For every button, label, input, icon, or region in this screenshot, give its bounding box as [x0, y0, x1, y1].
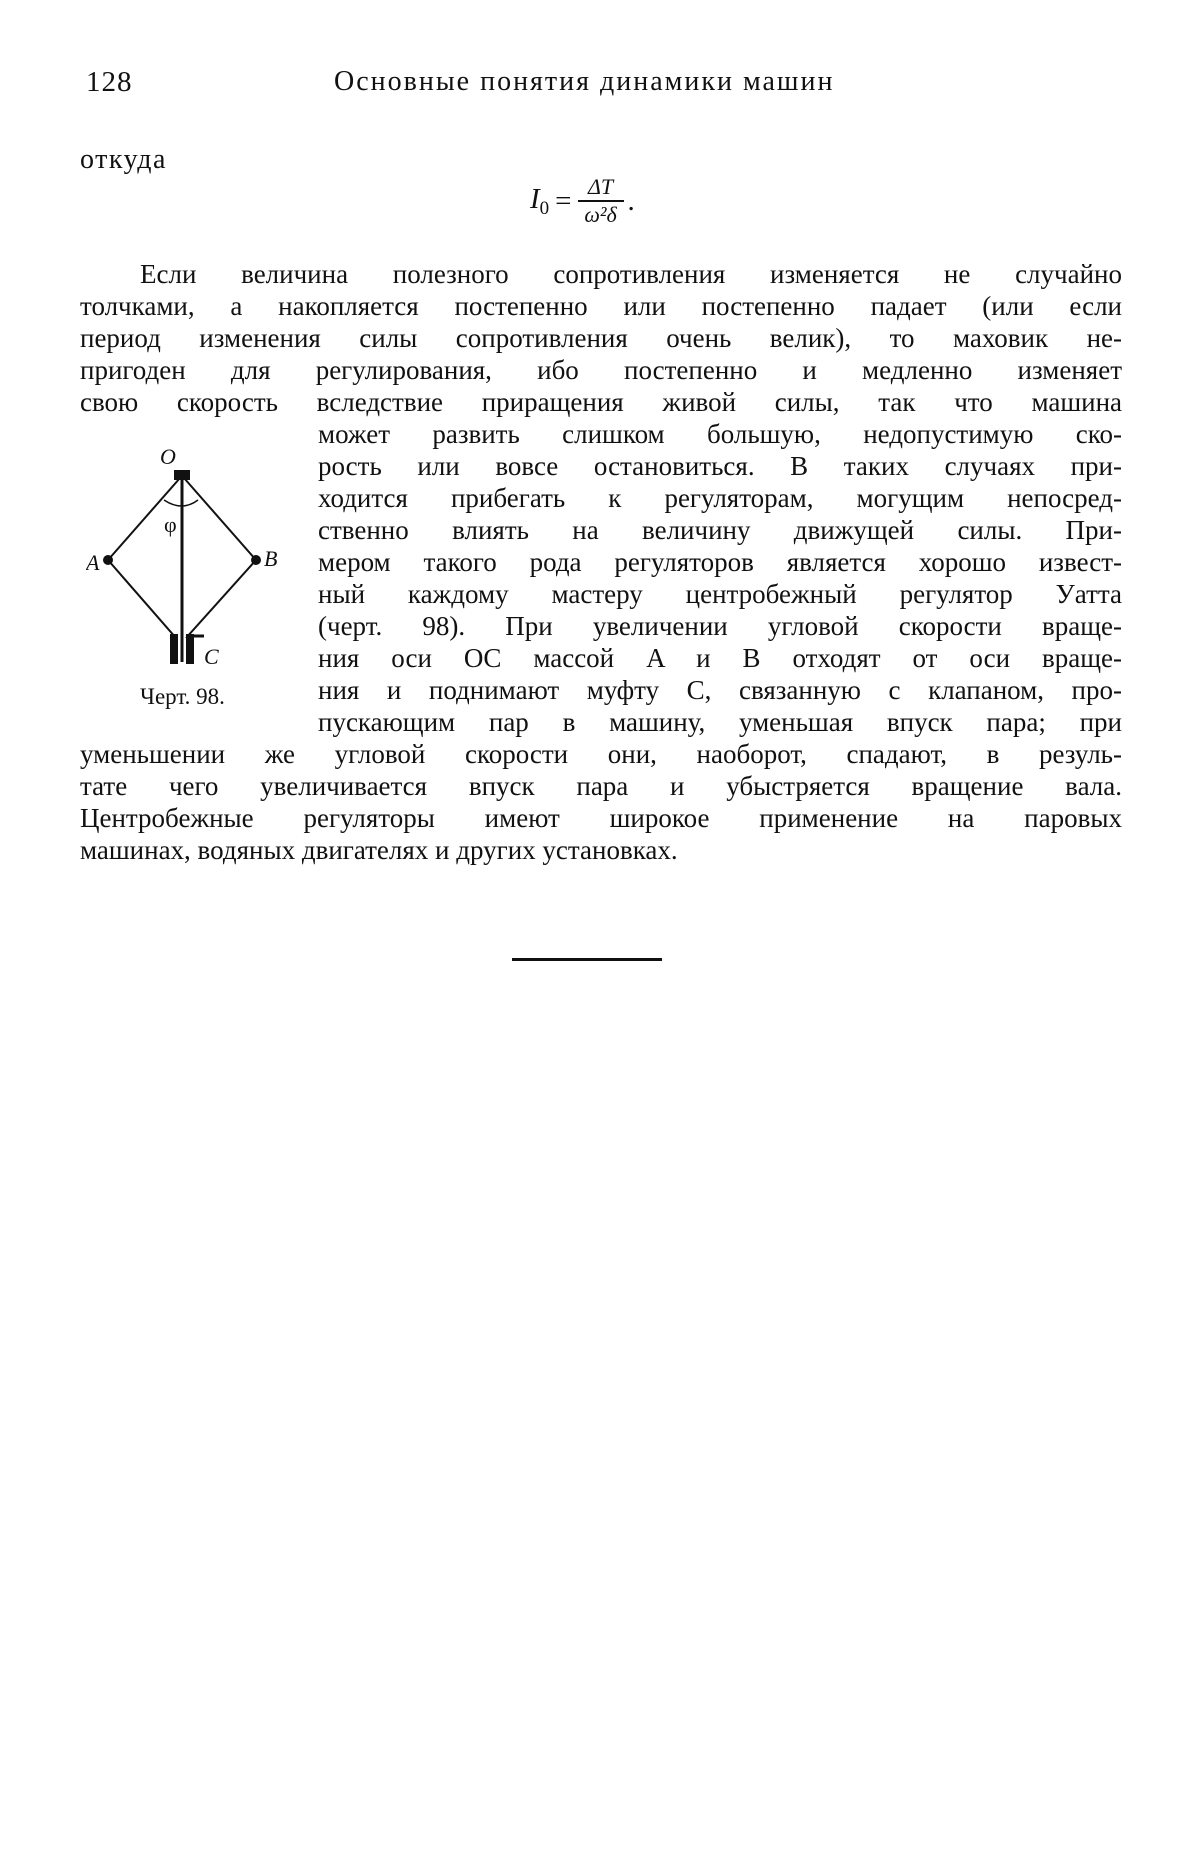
arm-b-c [186, 560, 256, 638]
text-line: уменьшении же угловой скорости они, наоборот, спадают, в резуль- [80, 739, 1122, 769]
ball-b [251, 555, 261, 565]
label-o: O [160, 444, 176, 469]
governor-diagram [86, 440, 296, 670]
governor-figure [86, 440, 296, 670]
text-line: ходится прибегать к регуляторам, могущим непосред- [318, 483, 1122, 513]
text-line: свою скорость вследствие приращения живой силы, так что машина [80, 387, 1122, 417]
arm-a-c [108, 560, 176, 638]
text-line: (черт. 98). При увеличении угловой скорости враще- [318, 611, 1122, 641]
text-line: мером такого рода регуляторов является хорошо извест- [318, 547, 1122, 577]
label-phi: φ [164, 512, 177, 537]
label-c: C [204, 644, 219, 669]
text-line: Центробежные регуляторы имеют широкое применение на паровых [80, 803, 1122, 833]
sleeve-c-right [186, 634, 194, 664]
formula-lhs-subscript: 0 [539, 197, 550, 219]
text-line: пригоден для регулирования, ибо постепенно и медленно изменяет [80, 355, 1122, 385]
formula-equals: = [555, 184, 572, 217]
label-b: B [264, 546, 278, 571]
text-line: толчками, а накопляется постепенно или постепенно падает (или если [80, 291, 1122, 321]
text-line: пускающим пар в машину, уменьшая впуск пара; при [318, 707, 1122, 737]
text-line: Если величина полезного сопротивления изменяется не случайно [140, 259, 1122, 289]
figure-caption: Черт. 98. [140, 684, 225, 709]
whence-word: откуда [80, 144, 167, 175]
text-line: ственно влиять на величину движущей силы. При- [318, 515, 1122, 545]
ball-a [103, 555, 113, 565]
text-line: ный каждому мастеру центробежный регулятор Уатта [318, 579, 1122, 609]
formula-fraction [578, 176, 624, 226]
text-line: рость или вовсе остановиться. В таких случаях при- [318, 451, 1122, 481]
label-a: A [86, 550, 100, 575]
formula-numerator: ΔT [587, 174, 614, 199]
top-pivot [174, 470, 190, 480]
text-line: ния оси OC массой A и B отходят от оси враще- [318, 643, 1122, 673]
formula-denominator: ω²δ [584, 202, 617, 227]
end-rule [512, 958, 662, 961]
text-line: может развить слишком большую, недопустимую ско- [318, 419, 1122, 449]
formula-period: . [627, 184, 635, 217]
running-header: Основные понятия динамики машин [334, 66, 835, 97]
text-line: тате чего увеличивается впуск пара и убыстряется вращение вала. [80, 771, 1122, 801]
sleeve-c [170, 634, 178, 664]
text-line: период изменения силы сопротивления очень велик), то маховик не- [80, 323, 1122, 353]
text-line: машинах, водяных двигателях и других установках. [80, 835, 678, 865]
text-line: ния и поднимают муфту C, связанную с клапаном, про- [318, 675, 1122, 705]
arm-o-b [184, 478, 256, 560]
formula [530, 176, 635, 226]
page-number: 128 [86, 66, 133, 98]
formula-lhs: $I_0$ [530, 182, 550, 219]
